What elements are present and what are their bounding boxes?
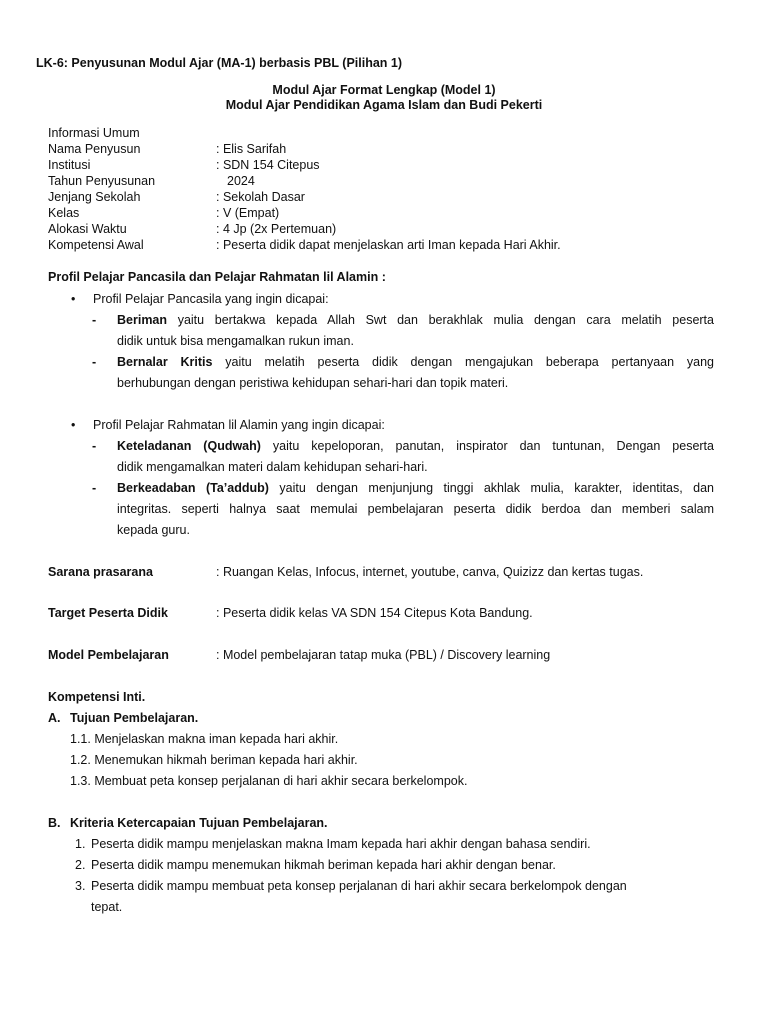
tujuan-item: 1.3. Membuat peta konsep perjalanan di hari akhir secara berkelompok. [70,774,468,788]
tujuan-item: 1.1. Menjelaskan makna iman kepada hari akhir. [70,732,339,746]
section-a-heading: Tujuan Pembelajaran. [70,711,199,725]
doc-title-line2: Modul Ajar Pendidikan Agama Islam dan Budi Pekerti [225,98,543,112]
keteladanan-text: yaitu kepeloporan, panutan, inspirator dan tuntunan, Dengan peserta [272,439,714,453]
kriteria-item-continuation: tepat. [91,900,123,914]
berkeadaban-line1 [117,481,714,495]
info-label: Tahun Penyusunan [48,174,156,188]
bullet-icon: • [71,418,76,432]
info-label: Kompetensi Awal [48,238,144,252]
dash-icon: - [92,355,97,369]
pancasila-intro: Profil Pelajar Pancasila yang ingin dicapai: [93,292,329,306]
info-value: : Elis Sarifah [216,142,287,156]
dash-icon: - [92,313,97,327]
model-label: Model Pembelajaran [48,648,169,662]
bernalar-text: yaitu melatih peserta didik dengan mengajukan beberapa pertanyaan yang [225,355,714,369]
berkeadaban-line2: integritas. seperti halnya saat memulai pembelajaran peserta didik berdoa dan memberi salam [117,502,714,516]
info-label: Alokasi Waktu [48,222,127,236]
sarana-value: : Ruangan Kelas, Infocus, internet, youtube, canva, Quizizz dan kertas tugas. [216,565,644,579]
keteladanan-line2: didik mengamalkan materi dalam kehidupan sehari-hari. [117,460,428,474]
berkeadaban-text: yaitu dengan menjunjung tinggi akhlak mulia, karakter, identitas, dan [279,481,714,495]
kriteria-number: 1. [75,837,86,851]
berkeadaban-line3: kepada guru. [117,523,190,537]
section-a-letter: A. [48,711,61,725]
beriman-line1 [117,313,714,327]
bernalar-line2: berhubungan dengan peristiwa kehidupan sehari-hari dan topik materi. [117,376,509,390]
kriteria-item: Peserta didik mampu menjelaskan makna Imam kepada hari akhir dengan bahasa sendiri. [91,837,591,851]
keteladanan-term: Keteladanan (Qudwah) [117,439,261,453]
keteladanan-line1 [117,439,714,453]
rahmatan-intro: Profil Pelajar Rahmatan lil Alamin yang ingin dicapai: [93,418,385,432]
berkeadaban-term: Berkeadaban (Ta’addub) [117,481,269,495]
lk-title: LK-6: Penyusunan Modul Ajar (MA-1) berbasis PBL (Pilihan 1) [36,56,403,70]
sarana-label: Sarana prasarana [48,565,153,579]
beriman-term: Beriman [117,313,168,327]
info-label: Institusi [48,158,91,172]
info-label: Kelas [48,206,80,220]
info-value: : V (Empat) [216,206,280,220]
info-label: Jenjang Sekolah [48,190,141,204]
dash-icon: - [92,481,97,495]
beriman-line2: didik untuk bisa mengamalkan rukun iman. [117,334,354,348]
section-b-letter: B. [48,816,61,830]
kriteria-number: 2. [75,858,86,872]
bernalar-term: Bernalar Kritis [117,355,213,369]
info-value: : SDN 154 Citepus [216,158,320,172]
kriteria-item: Peserta didik mampu membuat peta konsep perjalanan di hari akhir secara berkelompok dengan [91,879,627,893]
profil-heading: Profil Pelajar Pancasila dan Pelajar Rahmatan lil Alamin : [48,270,386,284]
beriman-text: yaitu bertakwa kepada Allah Swt dan berakhlak mulia dengan cara melatih peserta [177,313,714,327]
kriteria-item: Peserta didik mampu menemukan hikmah beriman kepada hari akhir dengan benar. [91,858,556,872]
section-b-heading: Kriteria Ketercapaian Tujuan Pembelajaran. [70,816,328,830]
kompetensi-heading: Kompetensi Inti. [48,690,146,704]
info-heading: Informasi Umum [48,126,140,140]
tujuan-item: 1.2. Menemukan hikmah beriman kepada hari akhir. [70,753,358,767]
target-value: : Peserta didik kelas VA SDN 154 Citepus Kota Bandung. [216,606,533,620]
dash-icon: - [92,439,97,453]
bernalar-line1 [117,355,714,369]
info-value: : Peserta didik dapat menjelaskan arti Iman kepada Hari Akhir. [216,238,561,252]
doc-title-line1: Modul Ajar Format Lengkap (Model 1) [272,83,496,97]
info-value: : 4 Jp (2x Pertemuan) [216,222,337,236]
bullet-icon: • [71,292,76,306]
info-value: 2024 [227,174,255,188]
info-value: : Sekolah Dasar [216,190,305,204]
target-label: Target Peserta Didik [48,606,168,620]
kriteria-number: 3. [75,879,86,893]
info-label: Nama Penyusun [48,142,141,156]
model-value: : Model pembelajaran tatap muka (PBL) / Discovery learning [216,648,551,662]
